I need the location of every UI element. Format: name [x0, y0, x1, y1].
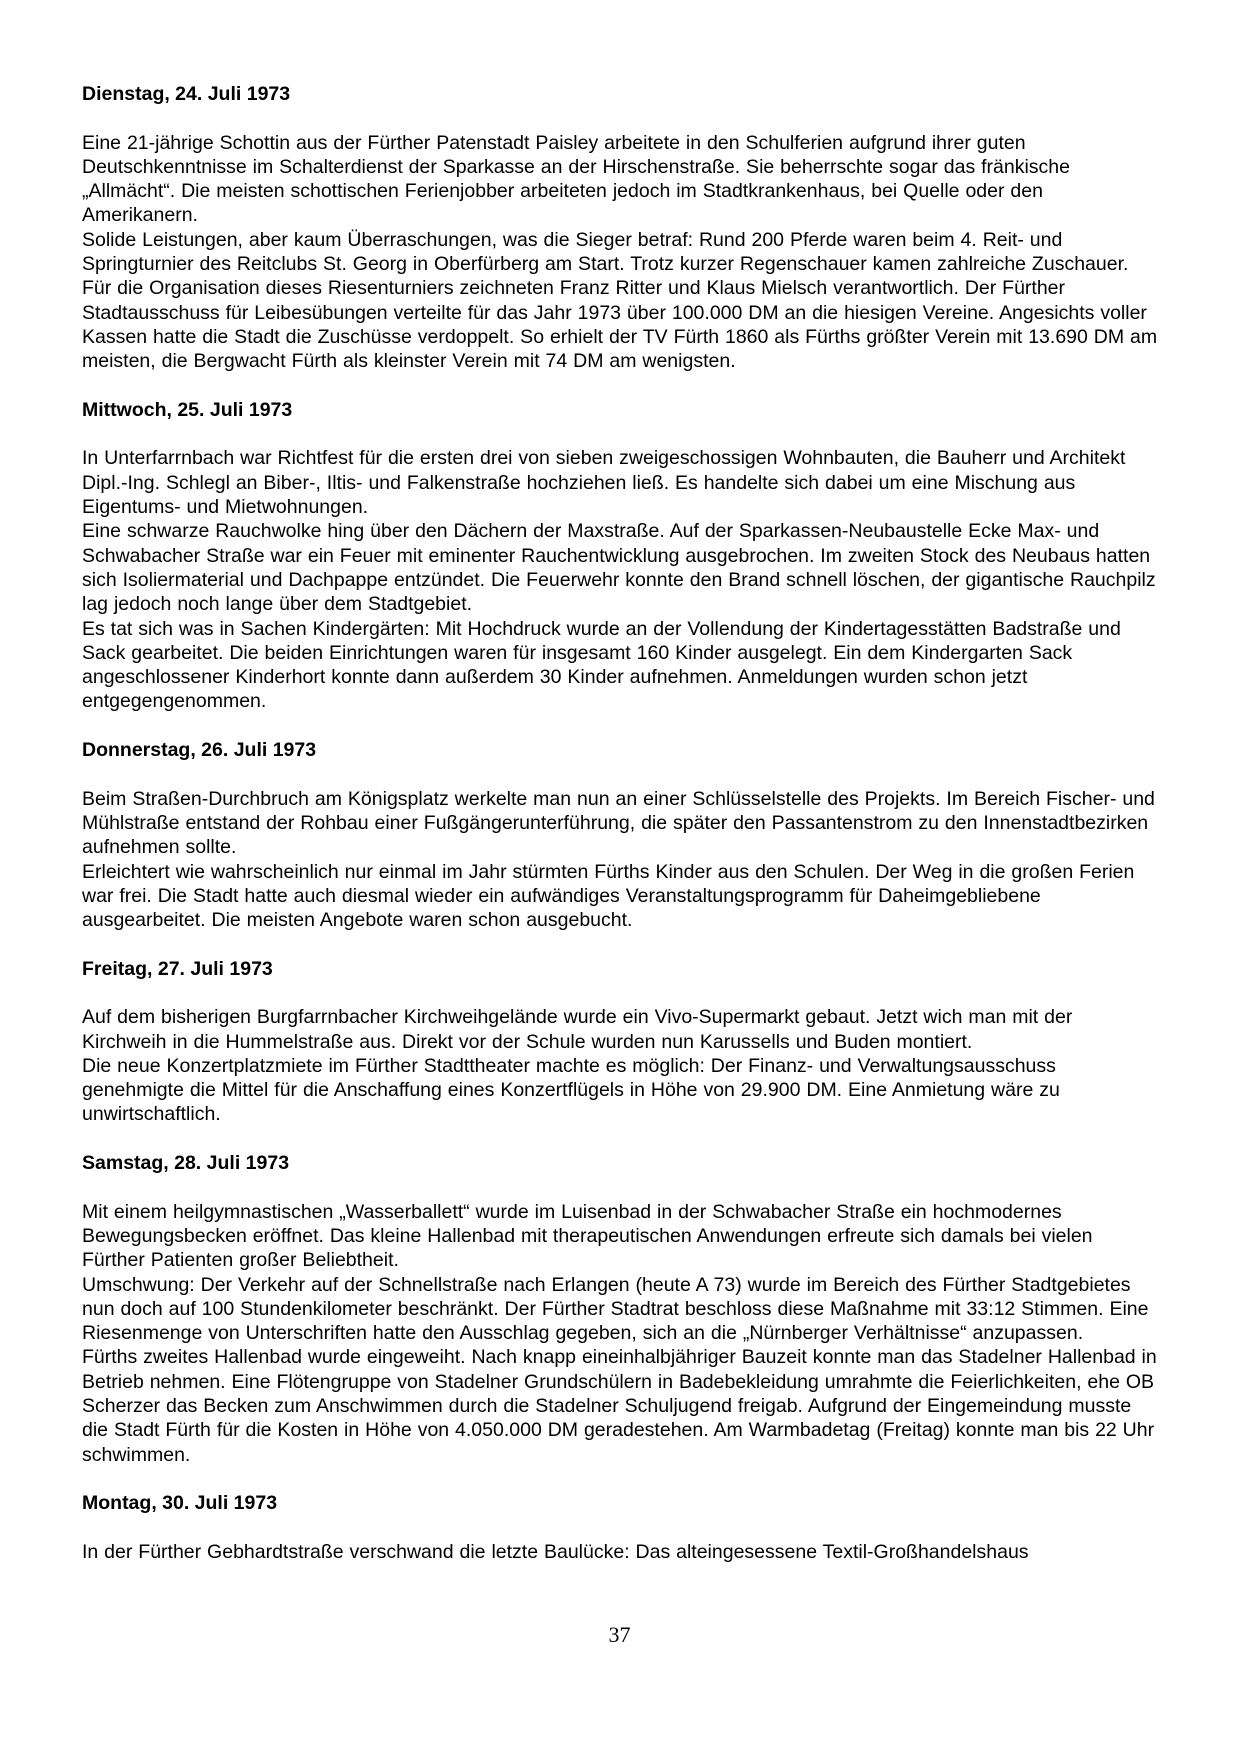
paragraph: Solide Leistungen, aber kaum Überraschungen, was die Sieger betraf: Rund 200 Pferde waren beim 4. Reit- und Springturnier des Reitclubs St. Georg in Oberfürberg am Start. Trotz kurzer Regenschauer kamen zahlreiche Zuschauer. Für die Organisation dieses Riesenturniers zeichneten Franz Ritter und Klaus Mielsch verantwortlich. Der Fürther Stadtausschuss für Leibesübungen verteilte für das Jahr 1973 über 100.000 DM an die hiesigen Vereine. Angesichts voller Kassen hatte die Stadt die Zuschüsse verdoppelt. So erhielt der TV Fürth 1860 als Fürths größter Verein mit 13.690 DM am meisten, die Bergwacht Fürth als kleinster Verein mit 74 DM am wenigsten.	[82, 228, 1158, 373]
day-section	[82, 738, 1161, 932]
day-heading: Donnerstag, 26. Juli 1973	[82, 739, 317, 762]
paragraph: Erleichtert wie wahrscheinlich nur einmal im Jahr stürmten Fürths Kinder aus den Schulen. Der Weg in die großen Ferien war frei. Die Stadt hatte auch diesmal wieder ein aufwändiges Veranstaltungsprogramm für Daheimgebliebene ausgearbeitet. Die meisten Angebote waren schon ausgebucht.	[82, 860, 1135, 932]
page-number: 37	[608, 1622, 631, 1647]
day-section	[82, 398, 1161, 714]
paragraph: Es tat sich was in Sachen Kindergärten: Mit Hochdruck wurde an der Vollendung der Kindertagesstätten Badstraße und Sack gearbeitet. Die beiden Einrichtungen waren für insgesamt 160 Kinder ausgelegt. Ein dem Kindergarten Sack angeschlossener Kinderhort konnte dann außerdem 30 Kinder aufnehmen. Anmeldungen wurden schon jetzt entgegengenommen.	[82, 617, 1121, 713]
day-section	[82, 1491, 1161, 1564]
day-section	[82, 1151, 1161, 1467]
paragraph: Beim Straßen-Durchbruch am Königsplatz werkelte man nun an einer Schlüsselstelle des Projekts. Im Bereich Fischer- und Mühlstraße entstand der Rohbau einer Fußgängerunterführung, die später den Passantenstrom zu den Innenstadtbezirken aufnehmen sollte.	[82, 787, 1155, 859]
day-heading: Freitag, 27. Juli 1973	[82, 957, 273, 980]
paragraph: Eine schwarze Rauchwolke hing über den Dächern der Maxstraße. Auf der Sparkassen-Neubaustelle Ecke Max- und Schwabacher Straße war ein Feuer mit eminenter Rauchentwicklung ausgebrochen. Im zweiten Stock des Neubaus hatten sich Isoliermaterial und Dachpappe entzündet. Die Feuerwehr konnte den Brand schnell löschen, der gigantische Rauchpilz lag jedoch noch lange über dem Stadtgebiet.	[82, 520, 1156, 616]
paragraph: Mit einem heilgymnastischen „Wasserballett“ wurde im Luisenbad in der Schwabacher Straße ein hochmodernes Bewegungsbecken eröffnet. Das kleine Hallenbad mit therapeutischen Anwendungen erfreute sich damals bei vielen Fürther Patienten großer Beliebtheit.	[82, 1200, 1093, 1272]
paragraph: Umschwung: Der Verkehr auf der Schnellstraße nach Erlangen (heute A 73) wurde im Bereich des Fürther Stadtgebietes nun doch auf 100 Stundenkilometer beschränkt. Der Fürther Stadtrat beschloss diese Maßnahme mit 33:12 Stimmen. Eine Riesenmenge von Unterschriften hatte den Ausschlag gegeben, sich an die „Nürnberger Verhältnisse“ anzupassen.	[82, 1273, 1149, 1345]
day-heading: Dienstag, 24. Juli 1973	[82, 83, 291, 105]
paragraph: In Unterfarrnbach war Richtfest für die ersten drei von sieben zweigeschossigen Wohnbauten, die Bauherr und Architekt Dipl.-Ing. Schlegl an Biber-, Iltis- und Falkenstraße hochziehen ließ. Es handelte sich dabei um eine Mischung aus Eigentums- und Mietwohnungen.	[82, 447, 1126, 519]
day-heading: Montag, 30. Juli 1973	[82, 1492, 278, 1515]
paragraph: Fürths zweites Hallenbad wurde eingeweiht. Nach knapp eineinhalbjähriger Bauzeit konnte man das Stadelner Hallenbad in Betrieb nehmen. Eine Flötengruppe von Stadelner Grundschülern in Badebekleidung umrahmte die Feierlichkeiten, ehe OB Scherzer das Becken zum Anschwimmen durch die Stadelner Schuljugend freigab. Aufgrund der Eingemeindung musste die Stadt Fürth für die Kosten in Höhe von 4.050.000 DM geradestehen. Am Warmbadetag (Freitag) konnte man bis 22 Uhr schwimmen.	[82, 1346, 1157, 1466]
paragraph: Auf dem bisherigen Burgfarrnbacher Kirchweihgelände wurde ein Vivo-Supermarkt gebaut. Jetzt wich man mit der Kirchweih in die Hummelstraße aus. Direkt vor der Schule wurden nun Karussells und Buden montiert.	[82, 1006, 1073, 1053]
paragraph: Eine 21-jährige Schottin aus der Fürther Patenstadt Paisley arbeitete in den Schulferien aufgrund ihrer guten Deutschkenntnisse im Schalterdienst der Sparkasse an der Hirschenstraße. Sie beherrschte sogar das fränkische „Allmächt“. Die meisten schottischen Ferienjobber arbeiteten jedoch im Stadtkrankenhaus, bei Quelle oder den Amerikanern.	[82, 131, 1070, 227]
day-heading: Mittwoch, 25. Juli 1973	[82, 398, 293, 421]
day-section	[82, 82, 1161, 374]
day-heading: Samstag, 28. Juli 1973	[82, 1152, 290, 1175]
paragraph: In der Fürther Gebhardtstraße verschwand die letzte Baulücke: Das alteingesessene Textil-Großhandelshaus	[82, 1540, 1029, 1563]
day-section	[82, 957, 1161, 1127]
paragraph: Die neue Konzertplatzmiete im Fürther Stadttheater machte es möglich: Der Finanz- und Verwaltungsausschuss genehmigte die Mittel für die Anschaffung eines Konzertflügels in Höhe von 29.900 DM. Eine Anmietung wäre zu unwirtschaftlich.	[82, 1054, 1060, 1126]
page-content	[82, 82, 1161, 1564]
